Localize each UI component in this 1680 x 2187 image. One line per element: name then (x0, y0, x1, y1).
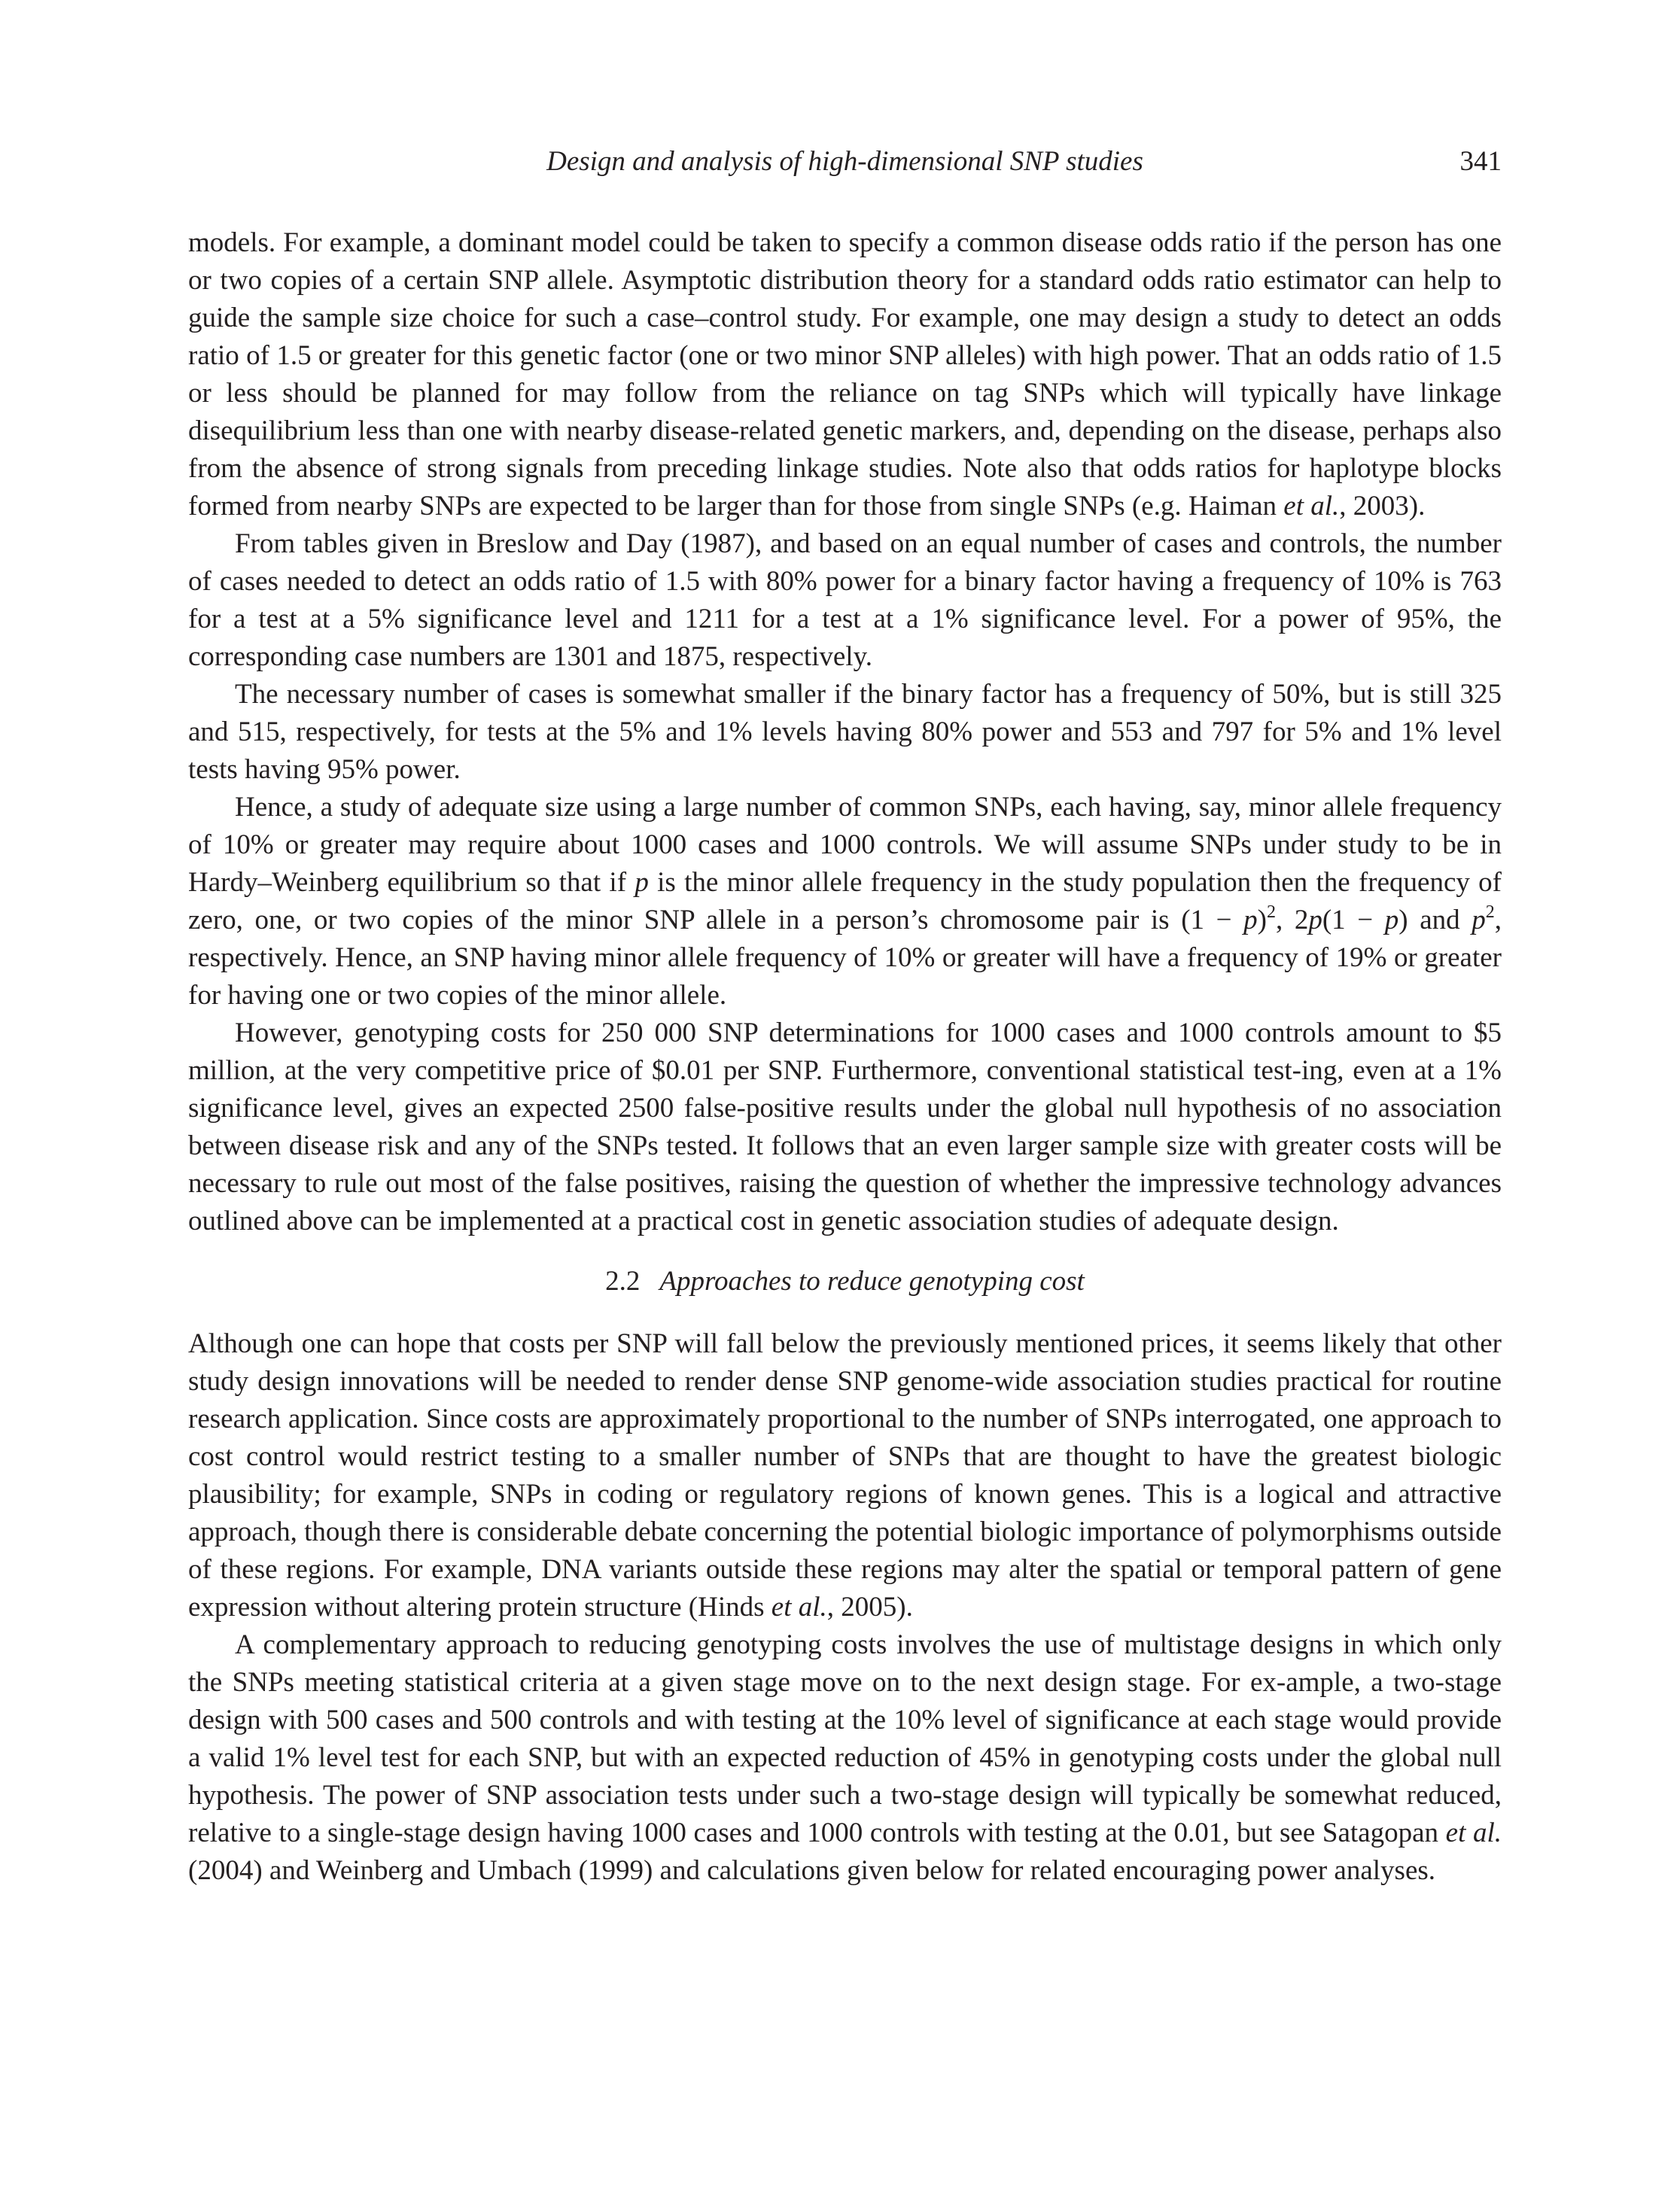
text-segment: From tables given in Breslow and Day (1987), and based on an equal number of cases and controls, the number of cases needed to detect an odds ratio of 1.5 with 80% power for a binary factor having a frequency of 10% is 763 for a test at a 5% significance level and 1211 for a test at a 1% significance level. For a power of 95%, the corresponding case numbers are 1301 and 1875, respectively. (188, 528, 1502, 672)
text-segment: , 2003). (1339, 491, 1426, 522)
paragraph-p5 (188, 1014, 1502, 1240)
text-segment: p (1308, 905, 1322, 935)
text-segment: , respectively. Hence, an SNP having minor allele frequency of 10% or greater will have a frequency of 19% or greater for having one or two copies of the minor allele. (188, 905, 1502, 1011)
text-segment: et al. (1445, 1817, 1502, 1848)
text-segment: , 2 (1275, 905, 1309, 935)
text-segment: is the minor allele frequency in the study population then the frequency of zero, one, or two copies of the minor SNP allele in a person’s chromosome pair is (1 − (188, 867, 1502, 935)
section-number: 2.2 (605, 1266, 641, 1297)
text-segment: 2 (1266, 902, 1276, 922)
paragraph-p1 (188, 224, 1502, 525)
text-segment: 2 (1485, 902, 1495, 922)
section-title: Approaches to reduce genotyping cost (659, 1266, 1085, 1297)
body-text (188, 224, 1502, 1890)
text-segment: The necessary number of cases is somewhat smaller if the binary factor has a frequency of 50%, but is still 325 and 515, respectively, for tests at the 5% and 1% levels having 80% power and 553 and 797 for 5% and 1% level tests having 95% power. (188, 679, 1502, 785)
text-segment: (2004) and Weinberg and Umbach (1999) and calculations given below for related encouraging power analyses. (188, 1855, 1436, 1886)
text-segment: Hence, a study of adequate size using a large number of common SNPs, each having, say, minor allele frequency of 10% or greater may require about 1000 cases and 1000 controls. We will assume SNPs under study to be in Hardy–Weinberg equilibrium so that if (188, 792, 1502, 898)
text-segment: models. For example, a dominant model could be taken to specify a common disease odds ratio if the person has one or two copies of a certain SNP allele. Asymptotic distribution theory for a standard odds ratio estimator can help to guide the sample size choice for such a case–control study. For example, one may design a study to detect an odds ratio of 1.5 or greater for this genetic factor (one or two minor SNP alleles) with high power. That an odds ratio of 1.5 or less should be planned for may follow from the reliance on tag SNPs which will typically have linkage disequilibrium less than one with nearby disease-related genetic markers, and, depending on the disease, perhaps also from the absence of strong signals from preceding linkage studies. Note also that odds ratios for haplotype blocks formed from nearby SNPs are expected to be larger than for those from single SNPs (e.g. Haiman (188, 227, 1502, 522)
paragraph-p6 (188, 1325, 1502, 1626)
running-title: Design and analysis of high-dimensional SNP studies (546, 146, 1143, 177)
text-segment: A complementary approach to reducing genotyping costs involves the use of multistage designs in which only the SNPs meeting statistical criteria at a given stage move on to the next design stage. For ex-ample, a two-stage design with 500 cases and 500 controls and with testing at the 10% level of significance at each stage would provide a valid 1% level test for each SNP, but with an expected reduction of 45% in genotyping costs under the global null hypothesis. The power of SNP association tests under such a two-stage design will typically be somewhat reduced, relative to a single-stage design having 1000 cases and 1000 controls with testing at the 0.01, but see Satagopan (188, 1629, 1502, 1848)
page-number: 341 (1459, 146, 1502, 177)
paragraphs-after-section (188, 1325, 1502, 1890)
text-segment: ) (1257, 905, 1267, 935)
paragraph-p3 (188, 676, 1502, 789)
section-heading (188, 1263, 1502, 1300)
text-segment: However, genotyping costs for 250 000 SNP determinations for 1000 cases and 1000 controls amount to $5 million, at the very competitive price of $0.01 per SNP. Furthermore, conventional statistical test-ing, even at a 1% significance level, gives an expected 2500 false-positive results under the global null hypothesis of no association between disease risk and any of the SNPs tested. It follows that an even larger sample size with greater costs will be necessary to rule out most of the false positives, raising the question of whether the impressive technology advances outlined above can be implemented at a practical cost in genetic association studies of adequate design. (188, 1017, 1502, 1236)
text-segment: et al. (1283, 491, 1340, 522)
text-segment: p (1472, 905, 1486, 935)
text-segment: ) and (1398, 905, 1472, 935)
paragraph-p7 (188, 1626, 1502, 1890)
page (188, 143, 1502, 1890)
text-segment: p (1243, 905, 1258, 935)
text-segment: et al. (771, 1592, 827, 1623)
paragraph-p4 (188, 789, 1502, 1014)
text-segment: Although one can hope that costs per SNP will fall below the previously mentioned prices, it seems likely that other study design innovations will be needed to render dense SNP genome-wide association studies practical for routine research application. Since costs are approximately proportional to the number of SNPs interrogated, one approach to cost control would restrict testing to a smaller number of SNPs that are thought to have the greatest biologic plausibility; for example, SNPs in coding or regulatory regions of known genes. This is a logical and attractive approach, though there is considerable debate concerning the potential biologic importance of polymorphisms outside of these regions. For example, DNA variants outside these regions may alter the spatial or temporal pattern of gene expression without altering protein structure (Hinds (188, 1328, 1502, 1623)
paragraphs-before-section (188, 224, 1502, 1240)
paragraph-p2 (188, 525, 1502, 676)
text-segment: (1 − (1322, 905, 1385, 935)
running-head (188, 143, 1502, 181)
text-segment: , 2005). (826, 1592, 913, 1623)
text-segment: p (1384, 905, 1399, 935)
text-segment: p (635, 867, 649, 898)
